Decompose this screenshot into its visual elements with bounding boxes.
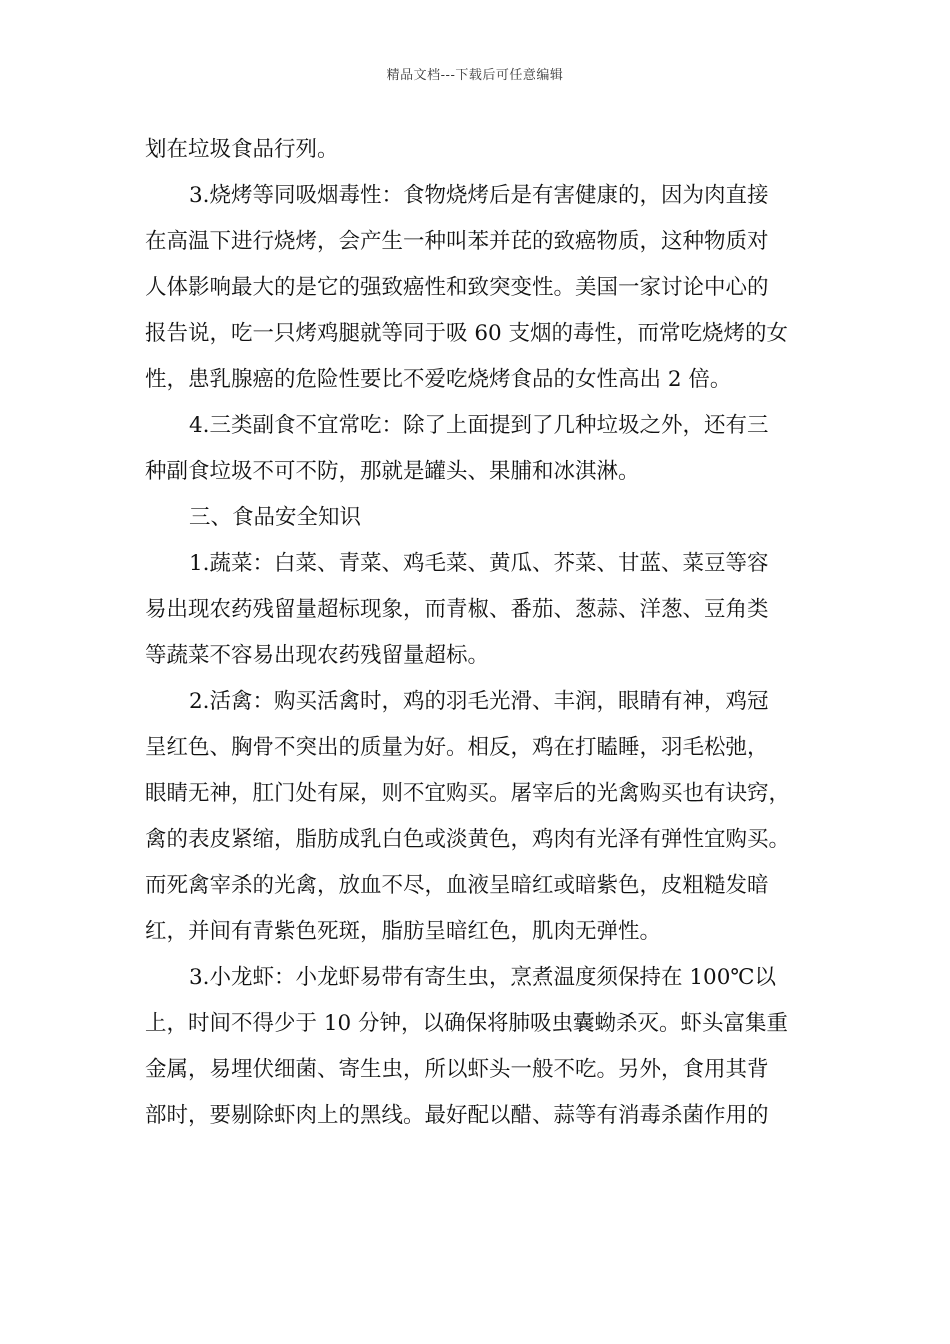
paragraph-1-vegetables: 1.蔬菜：白菜、青菜、鸡毛菜、黄瓜、芥菜、甘蓝、菜豆等容 (189, 551, 769, 576)
paragraph-2-live-poultry: 2.活禽：购买活禽时，鸡的羽毛光滑、丰润，眼睛有神，鸡冠 (189, 689, 769, 714)
text-line: 呈红色、胸骨不突出的质量为好。相反，鸡在打瞌睡，羽毛松弛， (145, 735, 769, 760)
paragraph-3-barbecue: 3.烧烤等同吸烟毒性：食物烧烤后是有害健康的，因为肉直接 (189, 183, 769, 208)
text-line: 部时，要剔除虾肉上的黑线。最好配以醋、蒜等有消毒杀菌作用的 (145, 1103, 769, 1128)
text-line: 性，患乳腺癌的危险性要比不爱吃烧烤食品的女性高出 2 倍。 (145, 367, 732, 392)
text-line: 眼睛无神，肛门处有屎，则不宜购买。屠宰后的光禽购买也有诀窍， (145, 781, 791, 806)
text-line: 红，并间有青紫色死斑，脂肪呈暗红色，肌肉无弹性。 (145, 919, 662, 944)
page-header: 精品文档---下载后可任意编辑 (386, 68, 564, 83)
paragraph-4-side-foods: 4.三类副食不宜常吃：除了上面提到了几种垃圾之外，还有三 (189, 413, 769, 438)
text-line: 而死禽宰杀的光禽，放血不尽，血液呈暗红或暗紫色，皮粗糙发暗 (145, 873, 769, 898)
text-line: 报告说，吃一只烤鸡腿就等同于吸 60 支烟的毒性，而常吃烧烤的女 (145, 321, 789, 346)
document-body (145, 130, 815, 1142)
text-line: 易出现农药残留量超标现象，而青椒、番茄、葱蒜、洋葱、豆角类 (145, 597, 769, 622)
section-heading-food-safety: 三、食品安全知识 (189, 505, 362, 530)
text-line: 人体影响最大的是它的强致癌性和致突变性。美国一家讨论中心的 (145, 275, 769, 300)
text-line: 上，时间不得少于 10 分钟，以确保将肺吸虫囊蚴杀灭。虾头富集重 (145, 1011, 789, 1036)
text-line: 金属，易埋伏细菌、寄生虫，所以虾头一般不吃。另外，食用其背 (145, 1057, 769, 1082)
text-line: 禽的表皮紧缩，脂肪成乳白色或淡黄色，鸡肉有光泽有弹性宜购买。 (145, 827, 791, 852)
text-line: 在高温下进行烧烤，会产生一种叫苯并芘的致癌物质，这种物质对 (145, 229, 769, 254)
text-line: 等蔬菜不容易出现农药残留量超标。 (145, 643, 490, 668)
paragraph-3-crayfish: 3.小龙虾：小龙虾易带有寄生虫，烹煮温度须保持在 100℃以 (189, 965, 776, 990)
text-line: 划在垃圾食品行列。 (145, 137, 339, 162)
text-line: 种副食垃圾不可不防，那就是罐头、果脯和冰淇淋。 (145, 459, 640, 484)
